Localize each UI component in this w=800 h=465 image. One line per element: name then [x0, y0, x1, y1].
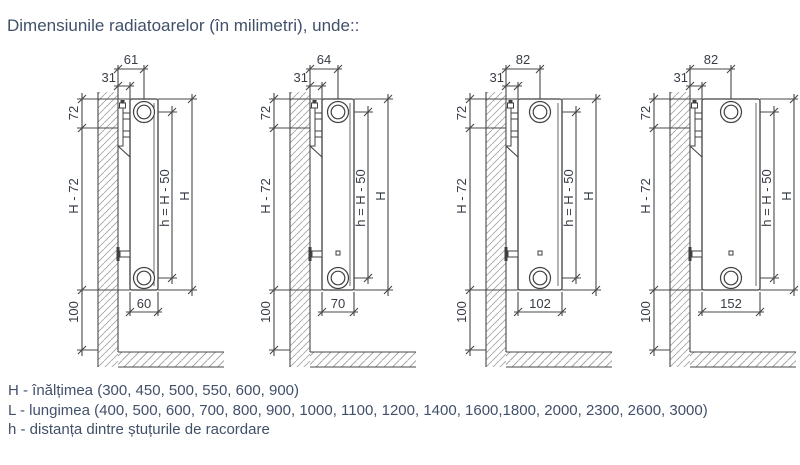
- dim-height: H: [581, 191, 596, 201]
- dim-wall-to-back: 31: [673, 70, 688, 85]
- dim-wall-to-back: 31: [101, 70, 116, 85]
- dim-right: [157, 94, 197, 296]
- dim-mid-height: H - 72: [258, 178, 273, 214]
- dim-floor-clearance: 100: [454, 301, 469, 323]
- wall: [290, 92, 310, 367]
- dim-port-spacing: h = H - 50: [561, 169, 576, 227]
- legend-line-H: H - înălțimea (300, 450, 500, 550, 600, 900): [8, 382, 300, 399]
- page-title: Dimensiunile radiatoarelor (în milimetri), unde::: [7, 16, 360, 35]
- vent-detail: [538, 251, 542, 255]
- dim-mid-height: H - 72: [454, 178, 469, 214]
- dim-top: [674, 52, 735, 99]
- dim-wall-to-center: 61: [123, 52, 139, 67]
- legend-line-h: h - distanța dintre ștuțurile de racordare: [8, 421, 270, 438]
- floor: [690, 352, 796, 367]
- dim-bottom: [126, 292, 162, 316]
- dim-wall-to-center: 82: [703, 52, 719, 67]
- legend-line-L: L - lungimea (400, 500, 600, 700, 800, 900, 1000, 1100, 1200, 1400, 1600,1800, 2000, 2300, 2600, 3000): [8, 401, 708, 419]
- dim-top-offset: 72: [66, 105, 81, 121]
- floor: [118, 352, 224, 367]
- dim-floor-clearance: 100: [638, 301, 653, 323]
- dim-floor-clearance: 100: [66, 301, 81, 323]
- dim-bottom: [514, 292, 566, 316]
- wall: [670, 92, 690, 367]
- dim-wall-to-back: 31: [489, 70, 504, 85]
- dim-depth: 102: [529, 296, 551, 311]
- dim-top: [102, 52, 148, 99]
- dim-port-spacing: h = H - 50: [759, 169, 774, 227]
- dim-right: [353, 94, 393, 296]
- dim-top-offset: 72: [258, 105, 273, 121]
- radiator-body: [702, 99, 760, 290]
- dim-port-spacing: h = H - 50: [157, 169, 172, 227]
- vent-detail: [729, 251, 733, 255]
- dim-bottom: [318, 292, 358, 316]
- valve-stub: [689, 247, 703, 261]
- dim-depth: 60: [136, 296, 152, 311]
- dim-wall-to-center: 64: [316, 52, 332, 67]
- mounting-bracket: [690, 100, 703, 158]
- dim-bottom: [698, 292, 764, 316]
- legend: [8, 381, 708, 440]
- dim-height: H: [177, 191, 192, 201]
- dim-height: H: [373, 191, 388, 201]
- radiator-diagram-1: [20, 46, 228, 376]
- mounting-bracket: [118, 100, 131, 158]
- dim-depth: 70: [330, 296, 346, 311]
- radiator-body: [322, 99, 354, 290]
- dim-wall-to-back: 31: [293, 70, 308, 85]
- valve-stub: [117, 247, 131, 261]
- radiator-diagram-4: [592, 46, 800, 376]
- dim-top: [294, 52, 342, 99]
- wall: [98, 92, 118, 367]
- dim-height: H: [779, 191, 794, 201]
- floor: [310, 352, 416, 367]
- dim-top: [490, 52, 544, 99]
- dim-right: [759, 94, 798, 296]
- wall: [486, 92, 506, 367]
- valve-stub: [505, 247, 519, 261]
- radiator-body: [130, 99, 158, 290]
- radiator-diagram-2: [212, 46, 420, 376]
- radiator-diagram-3: [408, 46, 616, 376]
- mounting-bracket: [310, 100, 323, 158]
- dim-wall-to-center: 82: [515, 52, 531, 67]
- dim-port-spacing: h = H - 50: [353, 169, 368, 227]
- radiator-body: [518, 99, 562, 290]
- dim-top-offset: 72: [638, 105, 653, 121]
- dim-mid-height: H - 72: [638, 178, 653, 214]
- dim-depth: 152: [720, 296, 742, 311]
- vent-detail: [336, 251, 340, 255]
- dim-floor-clearance: 100: [258, 301, 273, 323]
- valve-stub: [309, 247, 323, 261]
- mounting-bracket: [506, 100, 519, 158]
- dim-top-offset: 72: [454, 105, 469, 121]
- dim-mid-height: H - 72: [66, 178, 81, 214]
